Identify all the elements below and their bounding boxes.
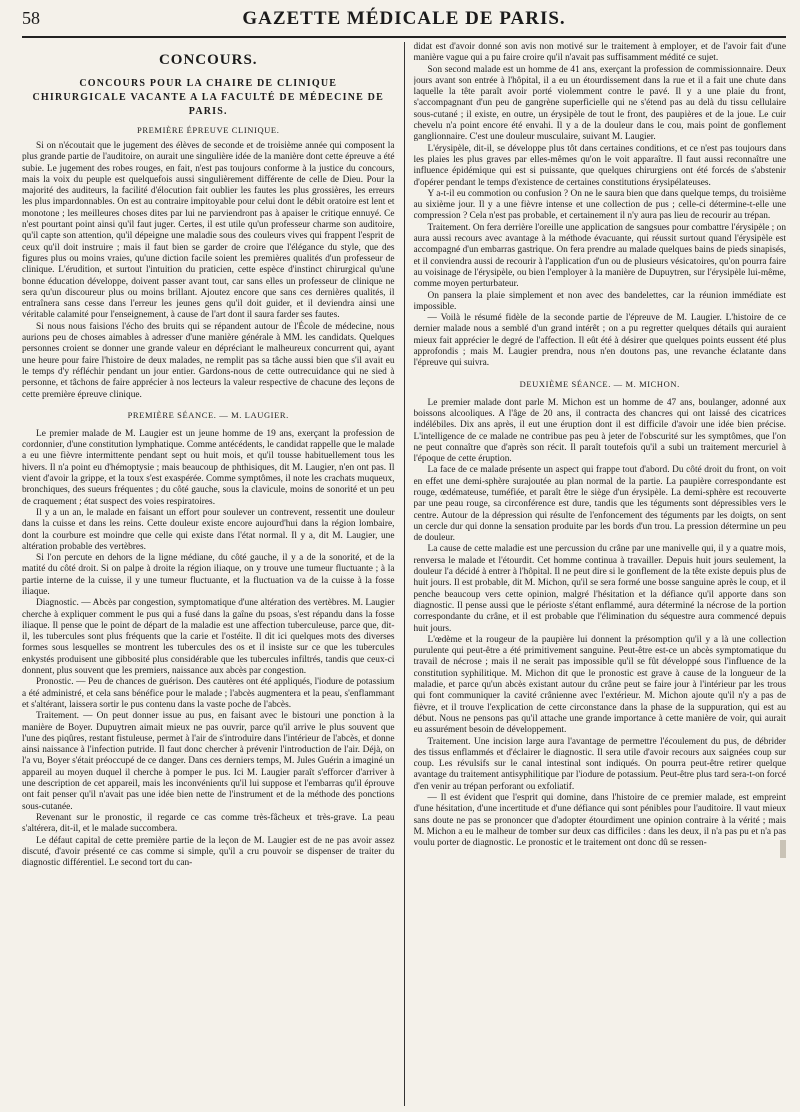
- column-rule: [404, 42, 405, 1106]
- paragraph: La face de ce malade présente un aspect qui frappe tout d'abord. Du côté droit du front, on voit en effet une demi-sphère surajoutée au plan normal de la partie. La paupière correspondante est rouge, œdémateuse, tuméfiée, et paraît être le siège d'un érysipèle. La demi-sphère est recouverte par une peau rouge, sa circonférence est dure, tandis que les téguments sont dépressibles vers le centre. Autour de la dépression qui résulte de l'enfoncement des téguments par les doigts, on sent un cercle dur qui donne la sensation produite par les bords d'un trou. La pression détermine un peu de douleur.: [413, 465, 786, 544]
- paragraph: Si on n'écoutait que le jugement des élèves de seconde et de troisième année qui composent la plus grande partie de l'auditoire, on aurait une singulière idée de la manière dont cette épreuve a été subie. Le jugement des robes rouges, en fait, n'est pas toujours conforme à la justice du concours, mais la voix du peuple est quelquefois aussi singulièrement différente de celle de Dieu. Pour la majorité des auditeurs, la facilité d'élocution fait oublier les fautes les plus grossières, les erreurs les plus impardonnables. On est au contraire impitoyable pour celui dont le débit oratoire est lent et monotone ; les meilleures choses dites par lui ne parviendront pas à apaiser le critique ennuyé. Ce n'est pourtant point ainsi qu'il faut juger. Certes, il est utile qu'un professeur charme son auditoire, qu'il capte son attention, qu'il dépeigne une maladie sous des couleurs vives qui frappent l'esprit de ceux qu'il doit instruire ; mais il faut bien se garder de croire que l'élégance du style, que des figures plus ou moins vraies, qu'une diction facile soient les premières qualités d'un professeur de clinique. L'érudition, et surtout l'intuition du praticien, cette espèce d'instinct chirurgical qu'une bonne éducation développe, doivent passer avant tout, car sans elles un professeur de clinique ne sera qu'un discoureur plus ou moins brillant. Ajoutez encore que sans ces dernières qualités, il entraînera sans cesse dans l'erreur les jeunes gens qu'il doit guider, et il deviendra ainsi une véritable calamité pour l'enseignement, à cause de l'art dont il saura farder ses fautes.: [22, 141, 395, 321]
- paragraph: Si nous nous faisions l'écho des bruits qui se répandent autour de l'École de médecine, nous aurions peu de choses aimables à adresser d'une manière générale à MM. les candidats. Quelques personnes croient se donner une grande valeur en dépréciant le malheureux concurrent qui, ayant une heure pour faire l'histoire de deux malades, ne remplit pas sa tâche aussi bien que s'il avait eu le temps d'y réfléchir pendant un jour entier. Gardons-nous de cette outrecuidance qui ne sied à personne, et tâchons de faire apprécier à nos lecteurs la valeur respective de chacune des leçons de cette première épreuve clinique.: [22, 321, 395, 400]
- right-paragraphs-a: [414, 42, 787, 370]
- paragraph: L'érysipèle, dit-il, se développe plus tôt dans certaines conditions, et ce n'est pas toujours dans les plaies les plus graves par elles-mêmes qu'on le voit apparaître. Il faut aussi reconnaître une influence épidémique qui est si puissante, que quelques chirurgiens ont été forcés de s'abstenir d'opérer pendant le temps d'existence de certaines constitutions érysipélateuses.: [413, 143, 786, 188]
- paragraph: Le défaut capital de cette première partie de la leçon de M. Laugier est de ne pas avoir assez discuté, d'avoir présenté ce cas comme si simple, qu'il a cru pouvoir se dispenser de traiter du diagnostic différentiel. Le second tort du can-: [22, 835, 395, 869]
- paragraph: On pansera la plaie simplement et non avec des bandelettes, car la réunion immédiate est impossible.: [413, 290, 786, 312]
- paragraph: — Voilà le résumé fidèle de la seconde partie de l'épreuve de M. Laugier. L'histoire de ce dernier malade nous a semblé d'un grand intérêt ; on a pu regretter quelques détails qui auraient mieux fait apprécier le degré de l'affection. Il eût été à désirer que quelques points eussent été plus approfondis ; mais M. Laugier prendra, nous n'en doutons pas, une revanche éclatante dans l'épreuve qui suivra.: [413, 313, 786, 369]
- paragraph: didat est d'avoir donné son avis non motivé sur le traitement à employer, et de l'avoir fait d'une manière vague qui a pu faire croire qu'il n'avait pas suffisamment médité ce sujet.: [413, 42, 786, 64]
- paragraph: — Il est évident que l'esprit qui domine, dans l'histoire de ce premier malade, est empreint d'une hésitation, d'une incertitude et d'une défiance qui sont pénibles pour l'auditoire. Il vaut mieux sans doute ne pas se prononcer que d'adopter étourdiment une opinion contraire à la vérité ; mais M. Michon a eu le malheur de tomber sur deux cas difficiles : dans les deux, il n'a pas pu et n'a pas voulu porter de diagnostic. Le pronostic et le traitement ont donc dû se ressen-: [413, 793, 786, 849]
- first-session-heading: PREMIÈRE SÉANCE. — M. LAUGIER.: [127, 409, 289, 420]
- paragraph: Son second malade est un homme de 41 ans, exerçant la profession de commissionnaire. Deux jours avant son entrée à l'hôpital, il a eu un étourdissement dans la rue et il a fait une chute dans laquelle la tête paraît avoir porté violemment contre le pavé. Il y a une plaie du front, s'accompagnant d'un peu de gangrène superficielle qui ne s'étend pas au delà du tissu cellulaire sous-cutané ; il existe, en outre, un érysipèle de tout le front, des paupières et de la joue. Le cuir chevelu n'a point encore été envahi. Il y a de la douleur dans le cou, mais point de gonflement ganglionnaire. C'est une douleur musculaire, suivant M. Laugier.: [413, 64, 786, 143]
- paragraph: Traitement. On fera derrière l'oreille une application de sangsues pour combattre l'érysipèle ; on aura aussi recours avec avantage à la méthode évacuante, qui réussit surtout quand l'érysipèle est accompagné d'un embarras gastrique. On fera prendre au malade quelques bains de pieds sinapisés, et il conviendra aussi de recourir à l'application d'un ou de plusieurs vésicatoires, qu'on pourra faire au voisinage de l'érysipèle, ou bien l'employer à la manière de Dupuytren, sur l'érysipèle lui-même, comme moyen perturbateur.: [413, 222, 786, 290]
- left-column: [22, 42, 395, 1106]
- second-session-heading: DEUXIÈME SÉANCE. — M. MICHON.: [519, 378, 680, 389]
- page-number: 58: [22, 8, 40, 28]
- right-column: [414, 42, 787, 1106]
- article-columns: [22, 42, 786, 1106]
- page-header: [22, 8, 786, 38]
- article-subtitle: CONCOURS POUR LA CHAIRE DE CLINIQUE CHIRURGICALE VACANTE A LA FACULTÉ DE MÉDECINE DE PARIS.: [32, 78, 384, 117]
- paragraph: Traitement. — On peut donner issue au pus, en faisant avec le bistouri une ponction à la manière de Boyer. Dupuytren aimait mieux ne pas ouvrir, parce qu'il arrive le plus souvent que l'une des piqûres, restant fistuleuse, permet à l'air de s'introduire dans l'intérieur de l'abcès, et donne ainsi naissance à l'infection putride. Il faut donc chercher à prévenir l'introduction de l'air. Déjà, on l'a vu, Boyer s'était préoccupé de ce danger. Dans ces derniers temps, M. Jules Guérin a imaginé un appareil au moyen duquel il cherche à pomper le pus. Ici M. Laugier paraît s'efforcer d'arriver à une description de cet appareil, mais les inconvénients qu'il lui suppose et l'embarras qu'il éprouve ont fait penser qu'il n'avait pas une idée bien nette de l'instrument et de la méthode des ponctions sous-cutanée.: [22, 711, 395, 812]
- first-heading: PREMIÈRE ÉPREUVE CLINIQUE.: [137, 125, 280, 135]
- paragraph: Le premier malade de M. Laugier est un jeune homme de 19 ans, exerçant la profession de cordonnier, d'une constitution lymphatique. Comme antécédents, le candidat rappelle que le malade a eu une fièvre intermittente pendant sept ou huit mois, et qu'il tousse habituellement tous les hivers. Il n'a point eu d'hémoptysie ; mais beaucoup de phthisiques, dit M. Laugier, n'en ont pas. Il vient d'avoir la grippe, et la toux s'est exaspérée. Comme symptômes, il note les crachats muqueux, bronchiques, des sueurs fréquentes ; du côté gauche, sous la clavicule, moins de sonorité et un peu de craquement ; état suspect des voies respiratoires.: [22, 428, 395, 507]
- paragraph: Revenant sur le pronostic, il regarde ce cas comme très-fâcheux et très-grave. La peau s'altérera, dit-il, et le malade succombera.: [22, 812, 395, 835]
- paragraph: Si l'on percute en dehors de la ligne médiane, du côté gauche, il y a de la sonorité, et de la matité du côté droit. Si on palpe à droite la région iliaque, on y trouve une tumeur fluctuante ; à la partie interne de la cuisse, il y une tumeur fluctuante, et la fluctuation va de la cuisse à la fosse iliaque.: [22, 553, 395, 597]
- article-title: CONCOURS.: [158, 52, 258, 68]
- paragraph: Diagnostic. — Abcès par congestion, symptomatique d'une altération des vertèbres. M. Laugier cherche à expliquer comment le pus qui a fusé dans la gaîne du psoas, s'est répandu dans la fosse iliaque. Il pense que le point de départ de la maladie est une affection tuberculeuse, parce que, dit-il, les tubercules sont plus fréquents que la carie et l'ostéite. Il dit ici quelques mots des diverses formes sous lesquelles se montrent les tubercules des os et il insiste sur ce que les tubercules enkystés produisent une gibbosité plus considérable que les tubercules infiltrés, tandis que ceux-ci donnent, plus souvent que les premiers, naissance aux abcès par congestion.: [22, 598, 395, 677]
- paragraph: L'œdème et la rougeur de la paupière lui donnent la présomption qu'il y a là une collection purulente qui peut-être a été primitivement sanguine. Peut-être est-ce un abcès symptomatique du travail de nécrose ; mais il ne serait pas impossible qu'il se fût développé sous l'influence de la constitution syphilitique. M. Michon dit que le pronostic est grave à cause de la longueur de la maladie, et parce qu'un abcès existant autour du crâne peut se faire jour à l'intérieur par les trous qui font communiquer la cavité crânienne avec l'extérieur. M. Michon ajoute qu'il n'y a pas de fièvre, et il trouve l'explication de cette circonstance dans la phase de la suppuration, qui est au début. Nous ne pensons pas qu'il attache une grande importance à cette manière de voir, qui aurait eu assurément besoin de développement.: [413, 634, 786, 736]
- paragraph: Pronostic. — Peu de chances de guérison. Des cautères ont été appliqués, l'iodure de potassium a été administré, et cela sans bénéfice pour le malade ; l'abcès augmentera et la peau, s'enflammant et s'altérant, laissera sortir le pus contenu dans la vaste poche de l'abcès.: [22, 677, 395, 710]
- paragraph: Traitement. Une incision large aura l'avantage de permettre l'écoulement du pus, de débrider des tissus enflammés et d'éclairer le diagnostic. Il sera utile d'avoir recours aux saignées coup sur coup. Les révulsifs sur le canal intestinal sont indiqués. On pourra peut-être retirer quelque avantage du traitement antisyphilitique par l'iodure de potassium. Peut-être plus tard sera-t-on forcé d'en venir au trépan perforant ou exfoliatif.: [413, 736, 786, 792]
- left-paragraphs-a: [22, 141, 395, 401]
- paragraph: Le premier malade dont parle M. Michon est un homme de 47 ans, boulanger, adonné aux boissons alcooliques. A l'âge de 20 ans, il contracta des chancres qui ont laissé des cicatrices indélébiles. Dix ans après, il eut une éruption dont il est difficile d'avoir une idée bien précise. L'intelligence de ce malade ne contribue pas peu à jeter de l'obscurité sur les symptômes, que l'on ne peut connaître que d'après son récit. Il paraît toutefois qu'il a subi un traitement mercuriel à l'époque de cette éruption.: [413, 397, 786, 465]
- paragraph: La cause de cette maladie est une percussion du crâne par une manivelle qui, il y a quatre mois, renversa le malade et l'étourdit. Cet homme continua à travailler. Depuis huit jours seulement, la douleur l'a décidé à entrer à l'hôpital. Il ne peut dire si le gonflement de la tête existe depuis plus de huit jours. Il est probable, dit M. Michon, qu'il se sera formé une bosse sanguine après le coup, et il penche beaucoup vers cette opinion, malgré l'hésitation et la défiance qu'il apporte dans son diagnostic. Il pense aussi que le périoste s'étant enflammé, aura déterminé la nécrose de la portion correspondante du crâne, et il est probable que l'élimination du séquestre aura commencé depuis huit jours.: [413, 544, 786, 634]
- paragraph: Y a-t-il eu commotion ou confusion ? On ne le saura bien que dans quelque temps, du troisième au sixième jour. Il y a une fièvre intense et une collection de pus ; celle-ci détermine-t-elle une compression ? Cela n'est pas probable, et certainement il n'y aura pas lieu de recourir au trépan.: [413, 188, 786, 222]
- journal-title: GAZETTE MÉDICALE DE PARIS.: [242, 8, 566, 29]
- paragraph: Il y a un an, le malade en faisant un effort pour soulever un contrevent, ressentit une douleur dans la cuisse et dans les reins. Cette douleur existe encore aujourd'hui dans la région lombaire, dont la courbure est moindre que celle qui existe dans l'état normal. Il y a, dit M. Laugier, une altération probable des vertèbres.: [22, 507, 395, 552]
- scan-margin-mark: [780, 840, 786, 858]
- right-paragraphs-b: [414, 398, 787, 850]
- left-paragraphs-b: [22, 429, 395, 870]
